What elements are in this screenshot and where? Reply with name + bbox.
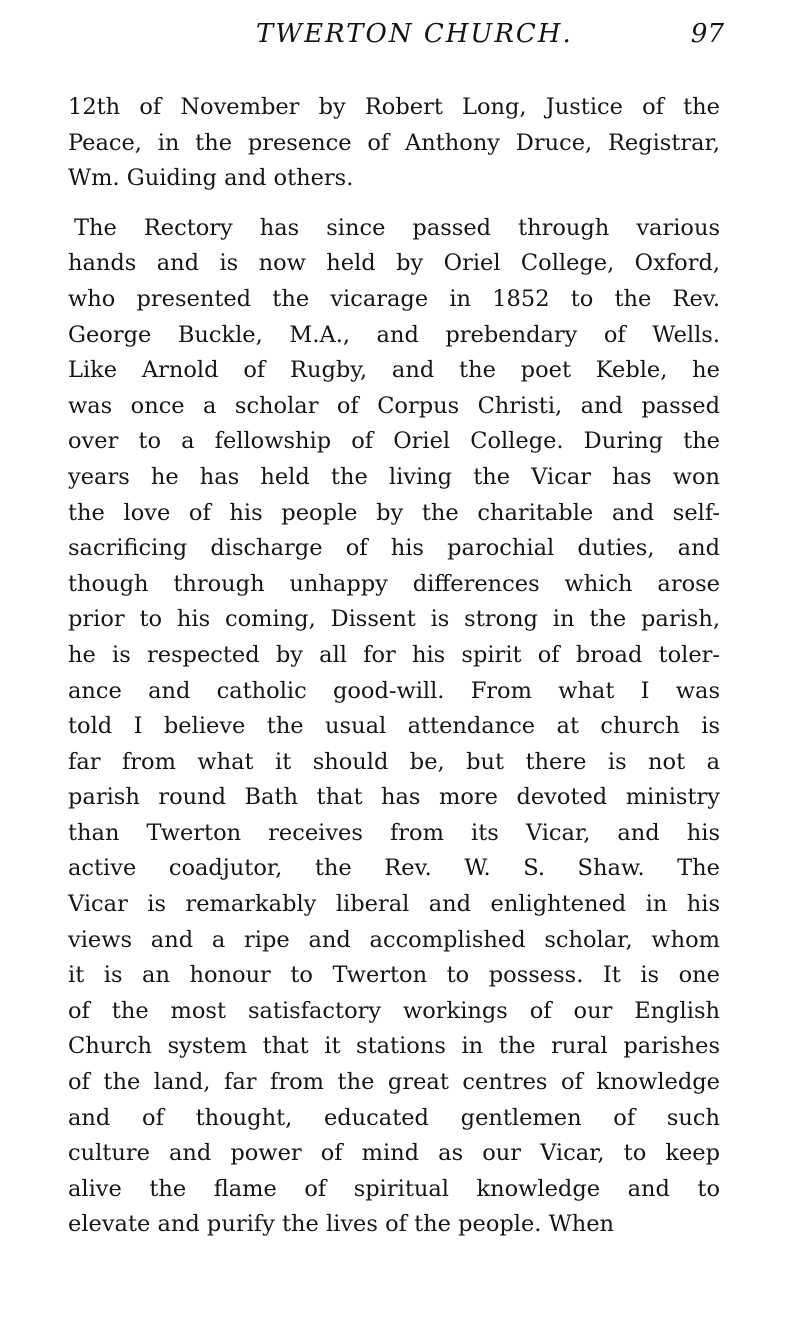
text-line: of the most satisfactory workings of our English <box>68 997 720 1024</box>
text-line: and of thought, educated gentlemen of such <box>68 1104 720 1131</box>
text-line: Vicar is remarkably liberal and enlightened in his <box>68 891 720 918</box>
page-number: 97 <box>690 19 724 49</box>
text-line: parish round Bath that has more devoted ministry <box>68 784 720 811</box>
text-line: Peace, in the presence of Anthony Druce, Registrar, <box>68 129 720 156</box>
text-line: alive the flame of spiritual knowledge and to <box>68 1175 720 1202</box>
text-line: 12th of November by Robert Long, Justice of the <box>68 94 720 120</box>
running-title: TWERTON CHURCH. <box>256 19 573 49</box>
text-line: over to a fellowship of Oriel College. During the <box>68 428 720 455</box>
text-line: it is an honour to Twerton to possess. It is one <box>68 962 720 989</box>
text-line: active coadjutor, the Rev. W. S. Shaw. The <box>68 855 720 882</box>
text-line: George Buckle, M.A., and prebendary of Wells. <box>68 321 720 348</box>
text-line: views and a ripe and accomplished scholar, whom <box>68 926 720 953</box>
text-line: of the land, far from the great centres of knowledge <box>68 1069 720 1096</box>
text-line: elevate and purify the lives of the people. When <box>68 1211 615 1238</box>
text-line: The Rectory has since passed through various <box>74 214 720 241</box>
text-line: ance and catholic good-will. From what I was <box>68 677 720 704</box>
text-line: he is respected by all for his spirit of broad toler- <box>68 641 720 668</box>
text-line: Church system that it stations in the rural parishes <box>68 1033 720 1060</box>
text-line: far from what it should be, but there is not a <box>68 748 720 775</box>
text-line: prior to his coming, Dissent is strong in the parish, <box>68 606 720 633</box>
text-line: sacrificing discharge of his parochial duties, and <box>68 535 720 562</box>
paragraph-2 <box>68 211 720 1243</box>
text-line: told I believe the usual attendance at church is <box>68 713 720 740</box>
text-line: years he has held the living the Vicar has won <box>68 463 720 490</box>
text-line: though through unhappy differences which arose <box>68 570 720 597</box>
text-line: hands and is now held by Oriel College, Oxford, <box>68 250 720 277</box>
running-head <box>68 16 724 52</box>
text-line: than Twerton receives from its Vicar, and his <box>68 819 720 846</box>
text-line: Wm. Guiding and others. <box>68 165 354 192</box>
text-line: was once a scholar of Corpus Christi, and passed <box>68 392 720 419</box>
text-line: Like Arnold of Rugby, and the poet Keble, he <box>68 357 720 384</box>
body-text <box>68 90 720 1243</box>
paragraph-1 <box>68 90 720 197</box>
text-line: who presented the vicarage in 1852 to the Rev. <box>68 285 720 312</box>
text-line: culture and power of mind as our Vicar, to keep <box>68 1140 720 1167</box>
text-line: the love of his people by the charitable and self- <box>68 499 720 526</box>
